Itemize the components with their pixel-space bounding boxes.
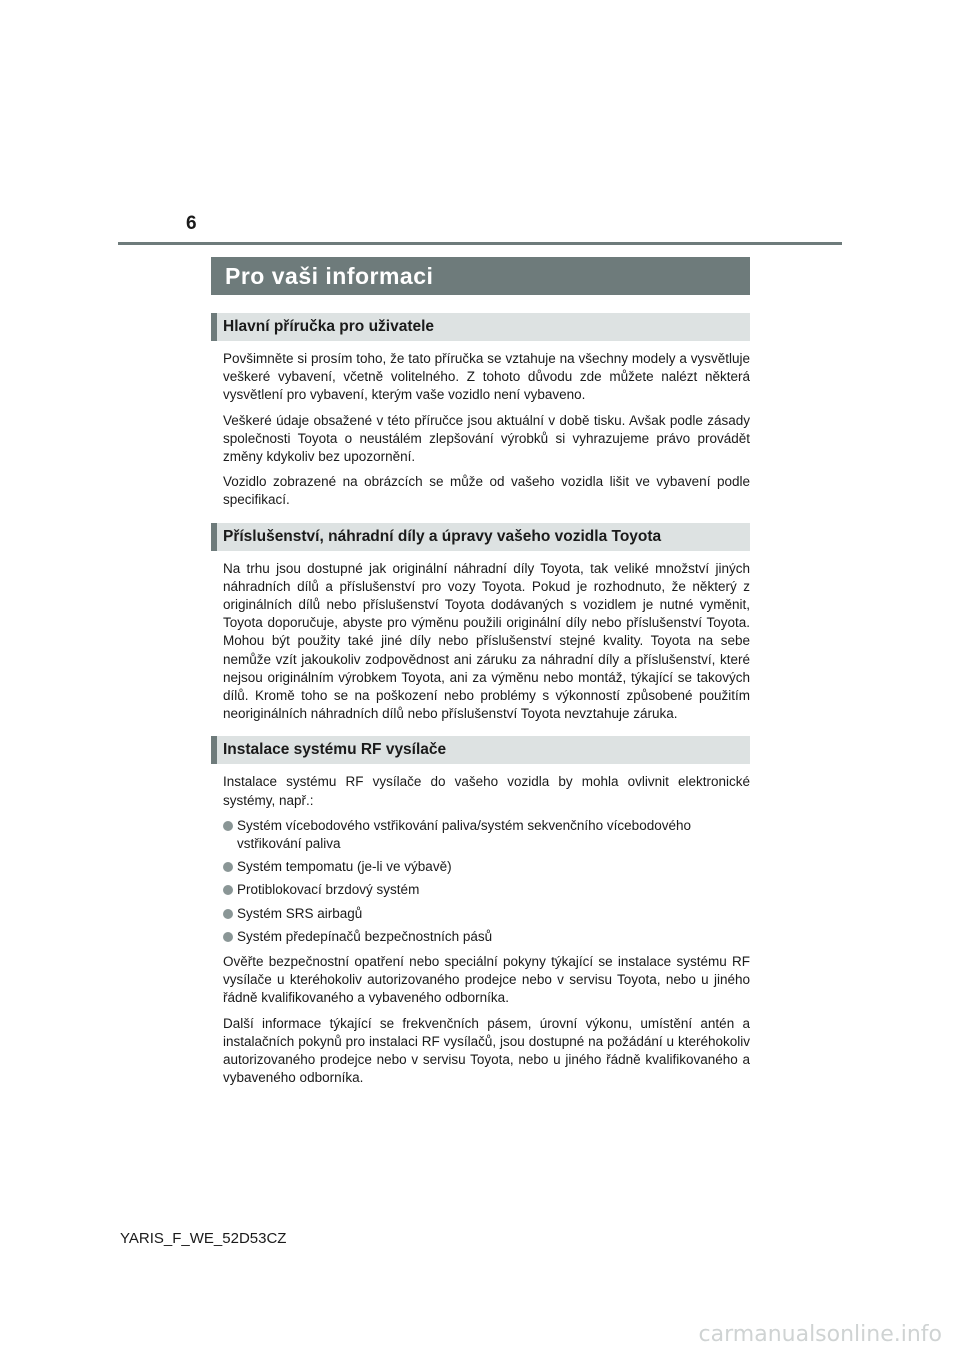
list-item bbox=[223, 817, 750, 853]
paragraph: Další informace týkající se frekvenčních pásem, úrovní výkonu, umístění antén a instalačních pokynů pro instalaci RF vysílačů, jsou dostupné na požádání u kteréhokoliv autorizovaného prodejce nebo v servisu Toyota, nebo u jiného řádně kvalifikovaného a vybaveného odborníka. bbox=[223, 1015, 750, 1086]
bullet-dot-icon bbox=[223, 821, 233, 831]
section-owners-manual bbox=[211, 313, 750, 510]
section-accessories bbox=[211, 523, 750, 724]
section-rf-transmitter bbox=[211, 736, 750, 1087]
list-item bbox=[223, 905, 750, 923]
list-item bbox=[223, 858, 750, 876]
list-item-text: Protiblokovací brzdový systém bbox=[237, 882, 420, 898]
bullet-dot-icon bbox=[223, 909, 233, 919]
paragraph: Na trhu jsou dostupné jak originální náhradní díly Toyota, tak veliké množství jiných náhradních dílů a příslušenství pro vozy Toyota. Pokud je rozhodnuto, že některý z originálních dílů nebo příslušenství Toyota dodávaných s vozidlem je nutné vyměnit, Toyota doporučuje, abyste pro výměnu použili originální díly nebo příslušenství Toyota. Mohou být použity také jiné díly nebo příslušenství stejné kvality. Toyota na sebe nemůže vzít jakoukoliv zodpovědnost ani záruku za náhradní díly a příslušenství, které nejsou originálním výrobkem Toyota, ani za výměnu nebo montáž, týkající se takových dílů. Kromě toho se na poškození nebo problémy s výkonností způsobené použitím neoriginálních náhradních dílů nebo příslušenství Toyota nevztahuje záruka. bbox=[223, 560, 750, 722]
bullet-dot-icon bbox=[223, 932, 233, 942]
list-item-text: Systém SRS airbagů bbox=[237, 905, 363, 921]
list-item-text: Systém tempomatu (je-li ve výbavě) bbox=[237, 859, 452, 875]
paragraph: Ověřte bezpečnostní opatření nebo speciální pokyny týkající se instalace systému RF vysílače u kteréhokoliv autorizovaného prodejce nebo v servisu Toyota, nebo u jiného řádně kvalifikovaného a vybaveného odborníka. bbox=[223, 954, 750, 1006]
page-number: 6 bbox=[186, 213, 197, 234]
paragraph: Povšimněte si prosím toho, že tato příručka se vztahuje na všechny modely a vysvětluje veškeré vybavení, včetně volitelného. Z tohoto důvodu zde můžete nalézt některá vysvětlení pro vybavení, kterým vaše vozidlo není vybaveno. bbox=[223, 351, 750, 403]
watermark: carmanualsonline.info bbox=[698, 1322, 942, 1347]
bullet-list bbox=[211, 817, 750, 946]
bullet-dot-icon bbox=[223, 885, 233, 895]
list-item bbox=[223, 881, 750, 899]
page-title-bar bbox=[211, 257, 750, 295]
section-heading: Hlavní příručka pro uživatele bbox=[211, 313, 750, 341]
header-rule bbox=[118, 242, 842, 245]
list-item bbox=[223, 928, 750, 946]
section-heading: Instalace systému RF vysílače bbox=[211, 736, 750, 764]
list-item-text: Systém vícebodového vstřikování paliva/systém sekvenčního vícebodového vstřikování paliva bbox=[237, 817, 691, 852]
paragraph: Vozidlo zobrazené na obrázcích se může od vašeho vozidla lišit ve vybavení podle specifikací. bbox=[223, 474, 750, 508]
list-item-text: Systém předepínačů bezpečnostních pásů bbox=[237, 928, 493, 944]
paragraph: Veškeré údaje obsažené v této příručce jsou aktuální v době tisku. Avšak podle zásady společnosti Toyota o neustálém zlepšování výrobků si vyhrazujeme právo provádět změny kdykoliv bez upozornění. bbox=[223, 412, 750, 465]
bullet-dot-icon bbox=[223, 862, 233, 872]
page-title: Pro vaši informaci bbox=[225, 262, 434, 289]
paragraph: Instalace systému RF vysílače do vašeho vozidla by mohla ovlivnit elektronické systémy, např.: bbox=[223, 774, 750, 808]
document-code: YARIS_F_WE_52D53CZ bbox=[120, 1230, 287, 1247]
page-content bbox=[211, 313, 750, 1095]
section-heading: Příslušenství, náhradní díly a úpravy vašeho vozidla Toyota bbox=[211, 523, 750, 551]
